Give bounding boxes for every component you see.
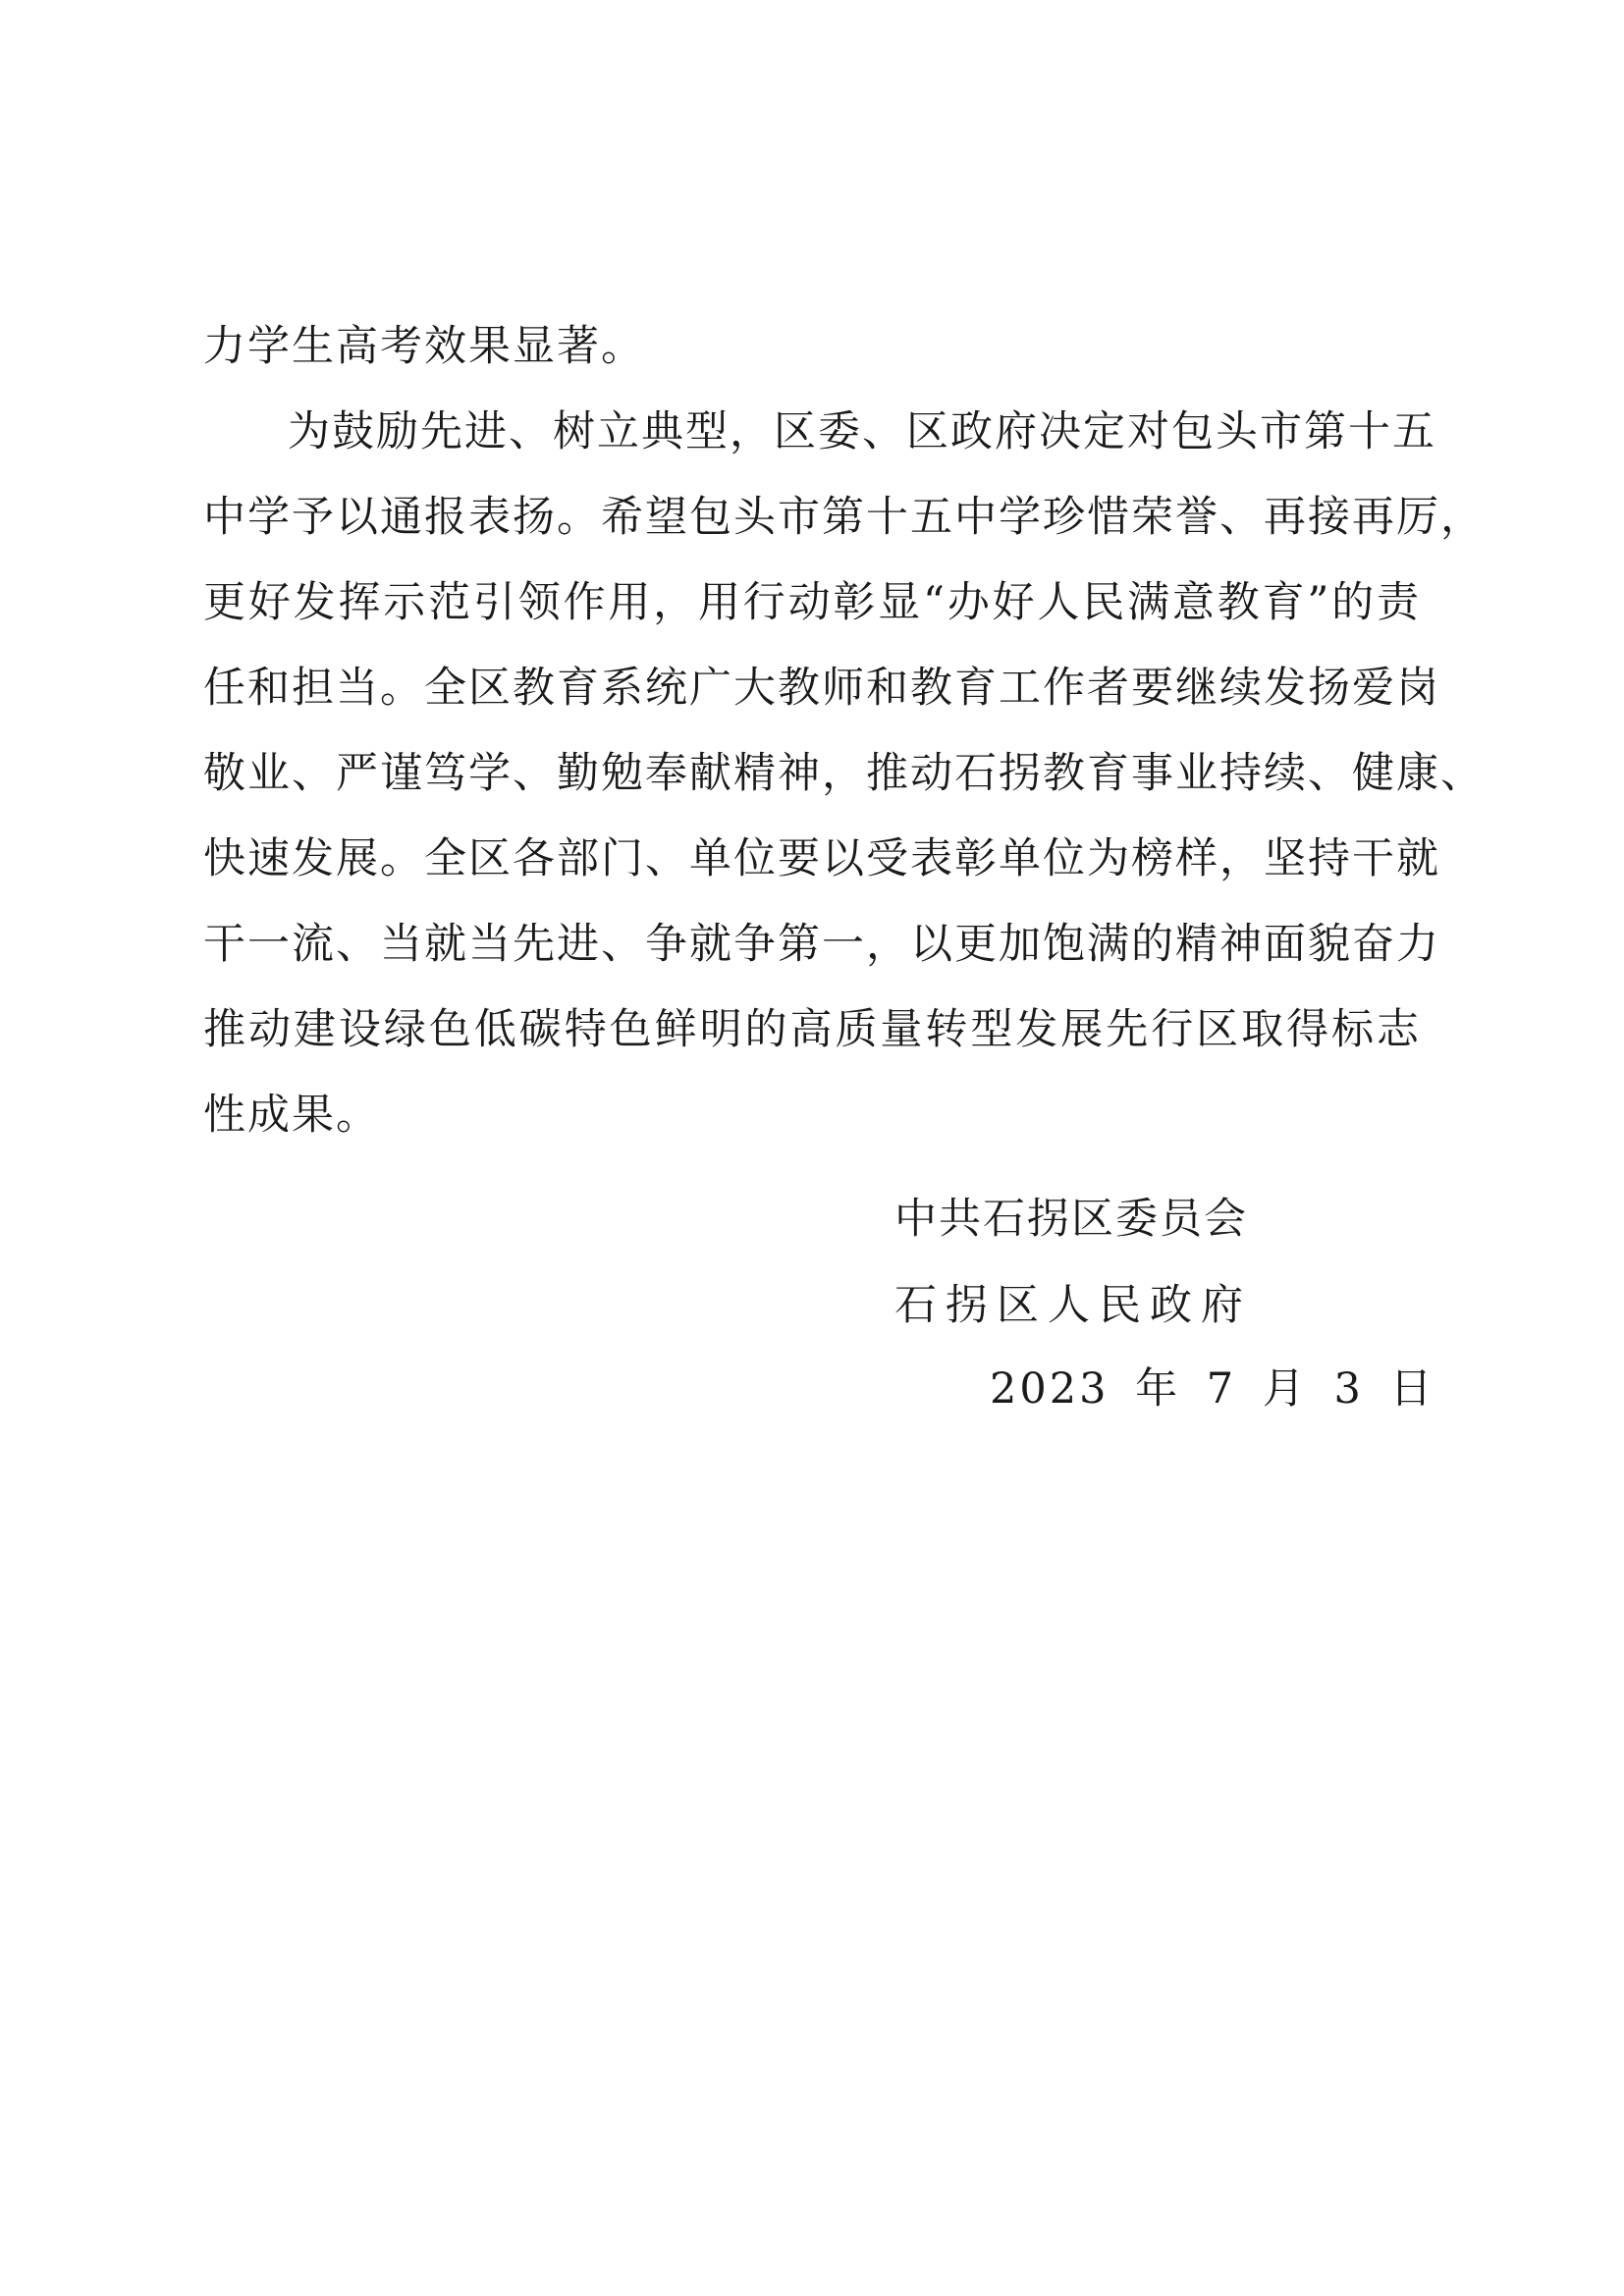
- signature-government: 石拐区人民政府: [894, 1281, 1243, 1330]
- signature-date: 2023 年 7 月 3 日: [990, 1364, 1435, 1414]
- signature-committee: 中共石拐区委员会: [894, 1195, 1248, 1244]
- document-body: [203, 304, 1485, 1158]
- paragraph-line-2: 为鼓励先进、树立典型，区委、区政府决定对包头市第十五: [288, 407, 1436, 456]
- paragraph-line-7: 快速发展。全区各部门、单位要以受表彰单位为榜样，坚持干就: [203, 834, 1440, 883]
- paragraph-line-6: 敬业、严谨笃学、勤勉奉献精神，推动石拐教育事业持续、健康、: [203, 749, 1485, 798]
- paragraph-line-10: 性成果。: [203, 1091, 380, 1140]
- paragraph-line-5: 任和担当。全区教育系统广大教师和教育工作者要继续发扬爱岗: [203, 664, 1440, 713]
- paragraph-line-9: 推动建设绿色低碳特色鲜明的高质量转型发展先行区取得标志: [203, 1005, 1421, 1054]
- paragraph-line-4: 更好发挥示范引领作用，用行动彰显“办好人民满意教育”的责: [203, 578, 1421, 627]
- paragraph-line-1: 力学生高考效果显著。: [203, 322, 645, 371]
- paragraph-line-8: 干一流、当就当先进、争就争第一，以更加饱满的精神面貌奋力: [203, 920, 1440, 969]
- paragraph-line-3: 中学予以通报表扬。希望包头市第十五中学珍惜荣誉、再接再厉，: [203, 493, 1485, 542]
